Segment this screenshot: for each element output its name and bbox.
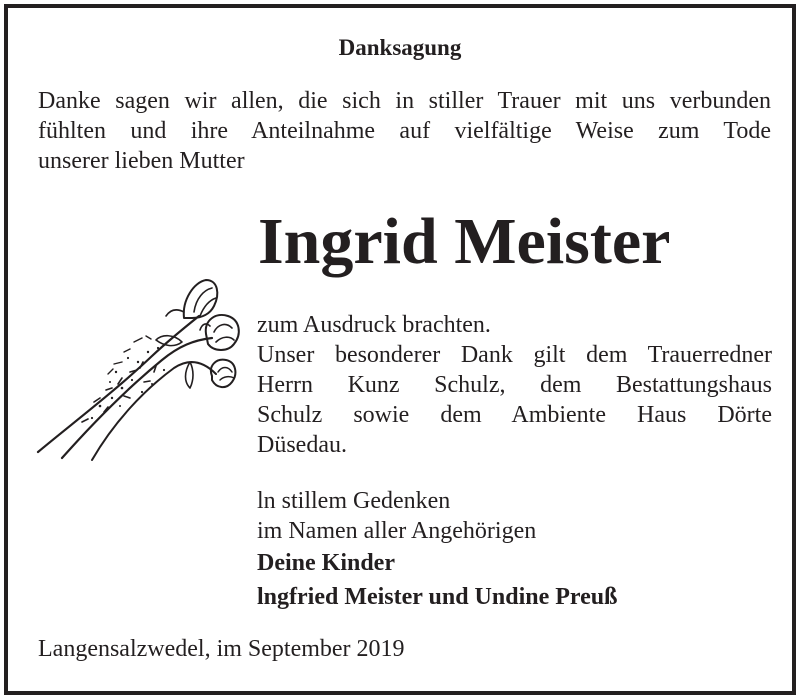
closing-line-2: im Namen aller Angehörigen — [257, 518, 537, 544]
intro-line-1: Danke sagen wir allen, die sich in stiller Trauer mit uns verbunden — [38, 88, 771, 114]
obituary-notice — [4, 4, 796, 695]
closing-line-1: ln stillem Gedenken — [257, 488, 451, 514]
place-date: Langensalzwedel, im September 2019 — [38, 636, 405, 662]
body-line-1: zum Ausdruck brachten. — [257, 312, 491, 338]
deceased-name: Ingrid Meister — [258, 205, 671, 278]
body-line-5: Düsedau. — [257, 432, 347, 458]
body-line-4: Schulz sowie dem Ambiente Haus Dörte — [257, 402, 772, 428]
signature-line-2: lngfried Meister und Undine Preuß — [257, 584, 618, 610]
notice-heading: Danksagung — [338, 35, 462, 60]
rose-icon — [34, 272, 244, 467]
intro-line-2: fühlten und ihre Anteilnahme auf vielfältige Weise zum Tode — [38, 118, 771, 144]
body-line-3: Herrn Kunz Schulz, dem Bestattungshaus — [257, 372, 772, 398]
intro-line-3: unserer lieben Mutter — [38, 148, 245, 174]
body-line-2: Unser besonderer Dank gilt dem Trauerredner — [257, 342, 772, 368]
signature-line-1: Deine Kinder — [257, 550, 395, 576]
